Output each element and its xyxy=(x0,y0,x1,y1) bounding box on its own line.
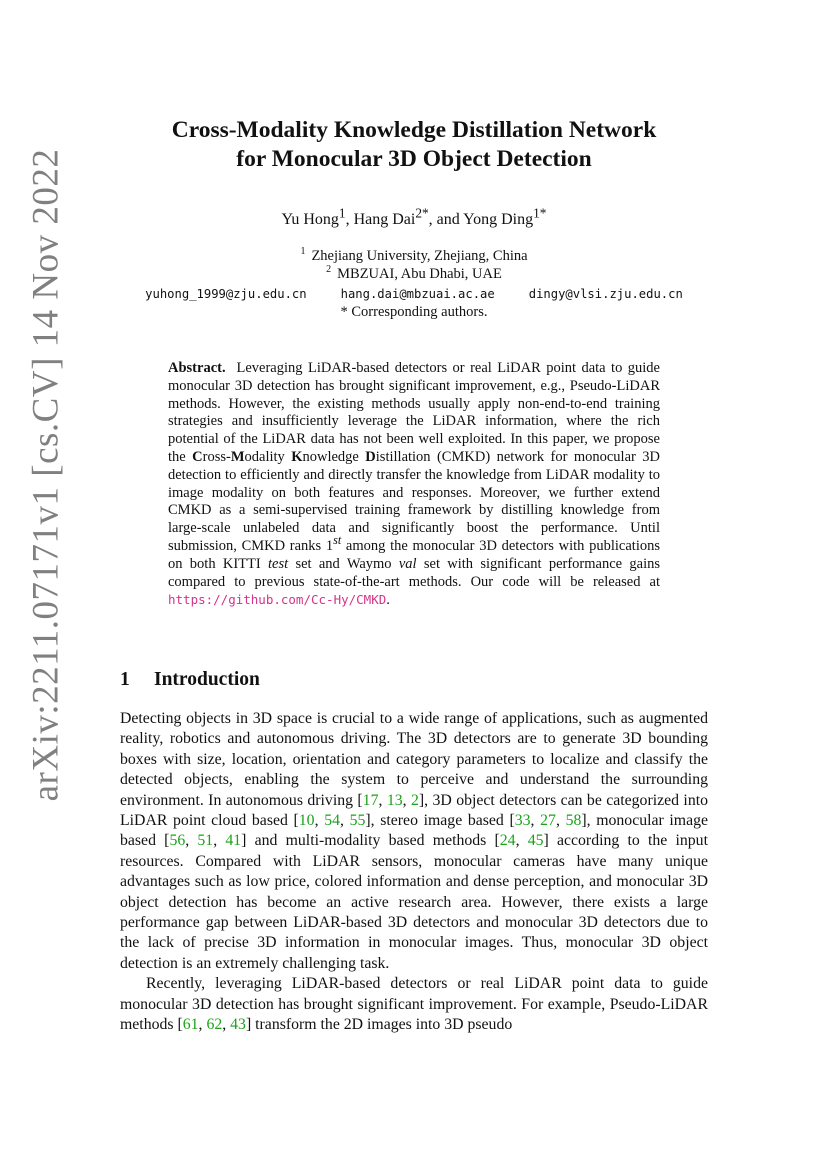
affiliation-2 xyxy=(100,266,728,283)
affiliation-2-num: 2 xyxy=(326,264,332,276)
email-3[interactable]: dingy@vlsi.zju.edu.cn xyxy=(528,287,683,301)
section-title: Introduction xyxy=(154,669,260,690)
section-heading xyxy=(120,669,260,691)
abstract: Abstract. Leveraging LiDAR-based detectors or real LiDAR point data to guide monocular 3D detection has brought significant improvement, e.g., Pseudo-LiDAR methods. However, the existing methods usually apply non-end-to-end training strategies and insufficiently leverage the LiDAR information, where the rich potential of the LiDAR data has not been well exploited. In this paper, we propose the Cross-Modality Knowledge Distillation (CMKD) network for monocular 3D detection to efficiently and directly transfer the knowledge from LiDAR modality to image modality on both features and responses. Moreover, we further extend CMKD as a semi-supervised training framework by distilling knowledge from large-scale unlabeled data and significantly boost the performance. Until submission, CMKD ranks 1st among the monocular 3D detectors with publications on both KITTI test set and Waymo val set with significant performance gains compared to previous state-of-the-art methods. Our code will be released at https://github.com/Cc-Hy/CMKD. xyxy=(168,360,661,609)
author-2-sup: 2* xyxy=(415,205,429,221)
author-1: Yu Hong xyxy=(281,211,339,228)
affiliation-2-text: MBZUAI, Abu Dhabi, UAE xyxy=(337,266,502,282)
email-1[interactable]: yuhong_1999@zju.edu.cn xyxy=(145,287,307,301)
affiliation-1-text: Zhejiang University, Zhejiang, China xyxy=(311,248,528,264)
affiliation-1-num: 1 xyxy=(300,246,306,258)
arxiv-stamp-text: arXiv:2211.07171v1 [cs.CV] 14 Nov 2022 xyxy=(25,148,67,802)
title-line-2: for Monocular 3D Object Detection xyxy=(236,146,592,172)
paper-title xyxy=(100,116,728,174)
affiliation-1 xyxy=(100,248,728,265)
author-1-sup: 1 xyxy=(338,205,346,221)
intro-paragraph-1: Detecting objects in 3D space is crucial to a wide range of applications, such as augmented reality, robotics and autonomous driving. The 3D detectors are to generate 3D bounding boxes with size, location, orientation and category parameters to localize and classify the detected objects, enabling the system to perceive and understand the surrounding environment. In autonomous driving [17, 13, 2], 3D object detectors can be categorized into LiDAR point cloud based [10, 54, 55], stereo image based [33, 27, 58], monocular image based [56, 51, 41] and multi-modality based methods [24, 45] according to the input resources. Compared with LiDAR sensors, monocular cameras have many unique advantages such as low price, colored information and dense perception, and monocular 3D object detection has become an active research area. However, there exists a large performance gap between LiDAR-based 3D detectors and monocular 3D detectors due to the lack of precise 3D information in monocular images. Thus, monocular 3D object detection is an extremely challenging task. xyxy=(120,710,709,972)
author-3-sup: 1* xyxy=(533,205,547,221)
title-line-1: Cross-Modality Knowledge Distillation Network xyxy=(171,117,657,143)
author-2: Hang Dai xyxy=(353,211,416,228)
intro-paragraph-2: Recently, leveraging LiDAR-based detectors or real LiDAR point data to guide monocular 3D detection has brought significant improvement. For example, Pseudo-LiDAR methods [61, 62, 43] transform the 2D images into 3D pseudo xyxy=(120,975,708,1034)
section-number: 1 xyxy=(120,669,130,690)
author-list: Yu Hong$^1$, Hang Dai$^{2*}$, and Yong Ding$^{1*}$ xyxy=(281,205,547,228)
arxiv-stamp xyxy=(18,148,74,802)
introduction-body xyxy=(120,709,708,1036)
abstract-label: Abstract. xyxy=(168,360,226,376)
author-3: Yong Ding xyxy=(463,211,534,228)
email-list xyxy=(100,287,728,301)
corresponding-note: * Corresponding authors. xyxy=(340,304,488,320)
code-link[interactable]: https://github.com/Cc-Hy/CMKD xyxy=(168,592,387,608)
email-2[interactable]: hang.dai@mbzuai.ac.ae xyxy=(340,287,495,301)
